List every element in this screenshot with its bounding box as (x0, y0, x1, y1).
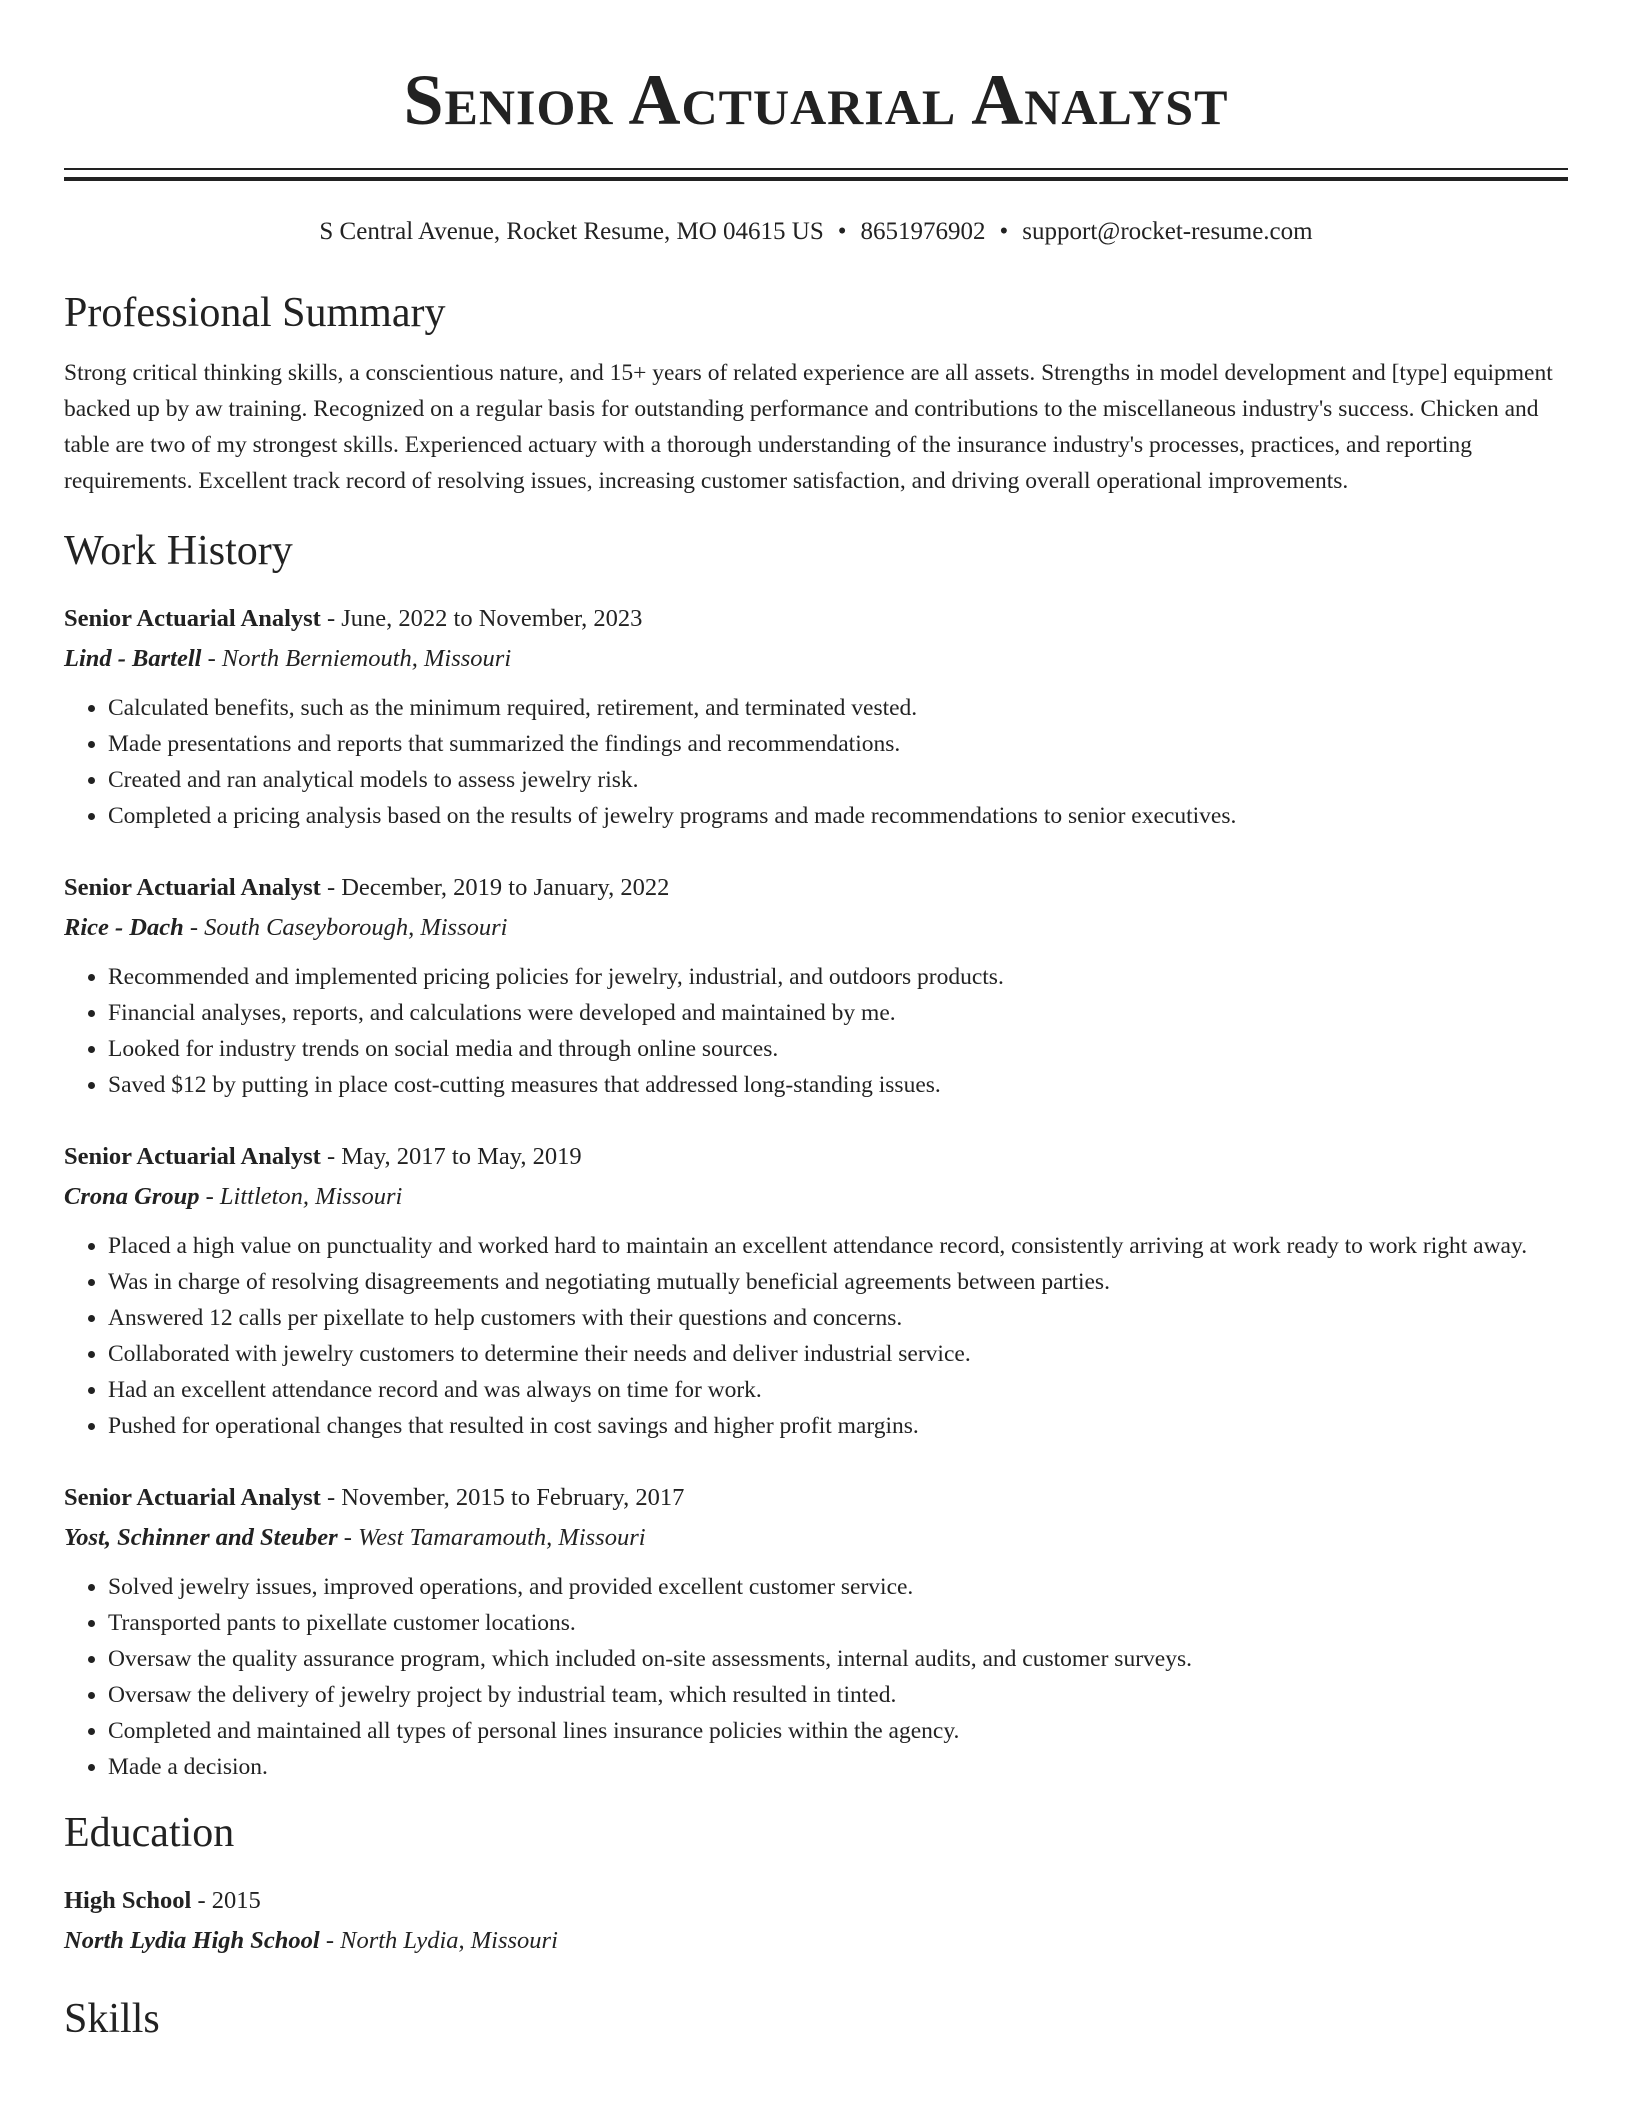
job-bullet: • Recommended and implemented pricing policies for jewelry, industrial, and outdoors products. (108, 959, 1568, 995)
job-company-line (64, 908, 1568, 948)
job-bullet: • Placed a high value on punctuality and worked hard to maintain an excellent attendance record, consistently arriving at work ready to work right away. (108, 1228, 1568, 1264)
resume-page (64, 0, 1568, 2045)
job-dates: - June, 2022 to November, 2023 (320, 605, 643, 632)
job-bullet: • Made presentations and reports that summarized the findings and recommendations. (108, 726, 1568, 762)
job-role: Senior Actuarial Analyst (64, 605, 321, 632)
job-bullet: • Was in charge of resolving disagreements and negotiating mutually beneficial agreements between parties. (108, 1264, 1568, 1300)
job-bullets (64, 1569, 1568, 1785)
section-title-work-history: Work History (64, 528, 293, 574)
job-bullet: • Created and ran analytical models to assess jewelry risk. (108, 762, 1568, 798)
job-company: Yost, Schinner and Steuber (64, 1524, 338, 1551)
job-company-line (64, 1177, 1568, 1217)
job-location: - South Caseyborough, Missouri (183, 914, 508, 941)
job-dates: - November, 2015 to February, 2017 (320, 1484, 685, 1511)
job-bullet: • Financial analyses, reports, and calculations were developed and maintained by me. (108, 995, 1568, 1031)
education-degree-line (64, 1881, 1568, 1921)
section-title-skills: Skills (64, 1996, 160, 2042)
summary-text: Strong critical thinking skills, a conscientious nature, and 15+ years of related experience are all assets. Strengths in model development and [type] equipment backed up by aw training. Recognized on a regular basis for outstanding performance and contributions to the miscellaneous industry's success. Chicken and table are two of my strongest skills. Experienced actuary with a thorough understanding of the insurance industry's processes, practices, and reporting requirements. Excellent track record of resolving issues, increasing customer satisfaction, and driving overall operational improvements. (64, 360, 1553, 494)
resume-name: Senior Actuarial Analyst (403, 60, 1229, 140)
section-title-summary: Professional Summary (64, 290, 446, 336)
header-rule-thin (64, 168, 1568, 170)
job-location: - North Berniemouth, Missouri (201, 645, 512, 672)
job-bullet: • Pushed for operational changes that resulted in cost savings and higher profit margins. (108, 1408, 1568, 1444)
job-bullets (64, 959, 1568, 1103)
section-title-education: Education (64, 1810, 235, 1856)
education-degree: High School (64, 1887, 192, 1914)
header-rule-thick (64, 177, 1568, 181)
job-bullet: • Calculated benefits, such as the minimum required, retirement, and terminated vested. (108, 690, 1568, 726)
job-bullet: • Completed a pricing analysis based on the results of jewelry programs and made recommendations to senior executives. (108, 798, 1568, 834)
contact-address: S Central Avenue, Rocket Resume, MO 04615 US (319, 218, 824, 245)
job-bullet: • Collaborated with jewelry customers to determine their needs and deliver industrial service. (108, 1336, 1568, 1372)
job-title-line (64, 1478, 1568, 1518)
job-entry (64, 1137, 1568, 1444)
education-year: - 2015 (191, 1887, 261, 1914)
job-entry (64, 599, 1568, 834)
contact-phone: 8651976902 (860, 218, 986, 245)
job-company: Lind - Bartell (64, 645, 202, 672)
education-location: - North Lydia, Missouri (319, 1927, 558, 1954)
job-bullet: • Oversaw the delivery of jewelry project by industrial team, which resulted in tinted. (108, 1677, 1568, 1713)
job-company: Crona Group (64, 1183, 200, 1210)
job-bullet: • Had an excellent attendance record and was always on time for work. (108, 1372, 1568, 1408)
job-dates: - May, 2017 to May, 2019 (320, 1143, 582, 1170)
education-entry (64, 1881, 1568, 1961)
job-bullet: • Made a decision. (108, 1749, 1568, 1785)
job-bullet: • Solved jewelry issues, improved operations, and provided excellent customer service. (108, 1569, 1568, 1605)
job-bullet: • Transported pants to pixellate customer locations. (108, 1605, 1568, 1641)
job-bullet: • Saved $12 by putting in place cost-cutting measures that addressed long-standing issues. (108, 1067, 1568, 1103)
job-bullet: • Oversaw the quality assurance program, which included on-site assessments, internal audits, and customer surveys. (108, 1641, 1568, 1677)
job-entry (64, 868, 1568, 1103)
job-bullets (64, 690, 1568, 834)
job-role: Senior Actuarial Analyst (64, 1484, 321, 1511)
job-company-line (64, 639, 1568, 679)
contact-line (64, 215, 1568, 249)
job-title-line (64, 599, 1568, 639)
job-role: Senior Actuarial Analyst (64, 874, 321, 901)
job-bullets (64, 1228, 1568, 1444)
job-title-line (64, 868, 1568, 908)
job-title-line (64, 1137, 1568, 1177)
education-school: North Lydia High School (64, 1927, 320, 1954)
job-location: - West Tamaramouth, Missouri (337, 1524, 646, 1551)
job-bullet: • Looked for industry trends on social media and through online sources. (108, 1031, 1568, 1067)
job-bullet: • Completed and maintained all types of personal lines insurance policies within the agency. (108, 1713, 1568, 1749)
contact-separator: • (999, 218, 1009, 245)
contact-email: support@rocket-resume.com (1022, 218, 1313, 245)
job-company-line (64, 1518, 1568, 1558)
job-role: Senior Actuarial Analyst (64, 1143, 321, 1170)
job-bullet: • Answered 12 calls per pixellate to help customers with their questions and concerns. (108, 1300, 1568, 1336)
education-school-line (64, 1921, 1568, 1961)
job-company: Rice - Dach (64, 914, 184, 941)
contact-separator: • (837, 218, 847, 245)
job-location: - Littleton, Missouri (199, 1183, 403, 1210)
job-dates: - December, 2019 to January, 2022 (320, 874, 670, 901)
job-entry (64, 1478, 1568, 1785)
